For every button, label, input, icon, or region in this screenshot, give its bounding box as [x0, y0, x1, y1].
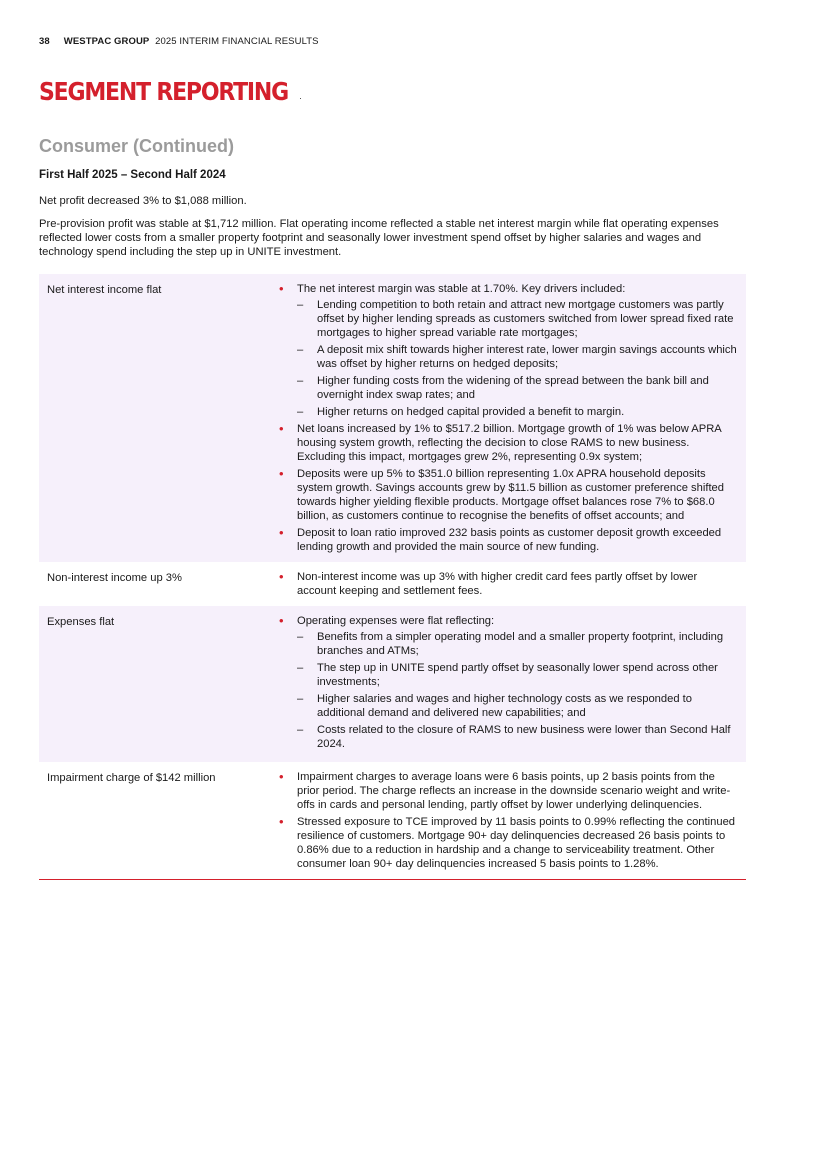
sub-bullet-item: – The step up in UNITE spend partly offset by seasonally lower spend across other investments;	[297, 661, 738, 689]
page-header	[39, 36, 319, 47]
table-row	[39, 606, 746, 762]
sub-bullet-list	[297, 630, 738, 751]
sub-bullet-item: – Benefits from a simpler operating model and a smaller property footprint, including branches and ATMs;	[297, 630, 738, 658]
row-content	[257, 274, 746, 562]
sub-bullet-list	[297, 298, 738, 419]
bullet-text: The net interest margin was stable at 1.70%. Key drivers included:	[297, 283, 626, 295]
page-title: SEGMENT REPORTING	[39, 78, 288, 107]
bullet-list	[279, 570, 738, 598]
sub-bullet-item: – Higher returns on hedged capital provided a benefit to margin.	[297, 405, 738, 419]
report-name: 2025 INTERIM FINANCIAL RESULTS	[155, 36, 319, 47]
sub-bullet-item: – Costs related to the closure of RAMS to new business were lower than Second Half 2024.	[297, 723, 738, 751]
row-label: Expenses flat	[47, 616, 115, 628]
summary-paragraph-pre-provision: Pre-provision profit was stable at $1,712 million. Flat operating income reflected a stable net interest margin while flat operating expenses reflected lower costs from a smaller property footprint and seasonally lower investment spend offset by higher salaries and wages and technology spend including the step up in UNITE investment.	[39, 218, 719, 258]
bullet-text: Operating expenses were flat reflecting:	[297, 615, 495, 627]
bullet-list	[279, 282, 738, 554]
table-row	[39, 762, 746, 879]
table-row	[39, 274, 746, 562]
bullet-item: • Stressed exposure to TCE improved by 11 basis points to 0.99% reflecting the continued resilience of customers. Mortgage 90+ day delinquencies decreased 26 basis points to 0.86% due to a reduction in hardship and a change to serviceability treatment. Other consumer loan 90+ day delinquencies increased 5 basis points to 1.28%.	[279, 815, 738, 871]
sub-bullet-item: – Lending competition to both retain and attract new mortgage customers was partly offset by higher lending spreads as customers switched from lower spread fixed rate mortgages to higher spread variable rate mortgages;	[297, 298, 738, 340]
row-label: Non-interest income up 3%	[47, 572, 182, 584]
period-heading: First Half 2025 – Second Half 2024	[39, 169, 226, 181]
brand-name: WESTPAC GROUP	[63, 36, 150, 47]
table-row	[39, 562, 746, 606]
bullet-list	[279, 614, 738, 751]
summary-paragraph-net-profit: Net profit decreased 3% to $1,088 million.	[39, 195, 247, 207]
row-content	[257, 562, 746, 606]
bullet-item: • Impairment charges to average loans were 6 basis points, up 2 basis points from the prior period. The charge reflects an increase in the downside scenario weight and write-offs in cards and personal lending, partly offset by lower underlying delinquencies.	[279, 770, 738, 812]
bullet-item	[279, 282, 738, 419]
sub-bullet-item: – Higher funding costs from the widening of the spread between the bank bill and overnight index swap rates; and	[297, 374, 738, 402]
bullet-item: • Net loans increased by 1% to $517.2 billion. Mortgage growth of 1% was below APRA housing system growth, reflecting the decision to close RAMS to new business. Excluding this impact, mortgages grew 2%, representing 0.9x system;	[279, 422, 738, 464]
bullet-item	[279, 614, 738, 751]
section-subtitle: Consumer (Continued)	[39, 136, 234, 156]
bullet-item: • Non-interest income was up 3% with higher credit card fees partly offset by lower account keeping and settlement fees.	[279, 570, 738, 598]
row-content	[257, 762, 746, 879]
bullet-item: • Deposits were up 5% to $351.0 billion representing 1.0x APRA household deposits system growth. Savings accounts grew by $11.5 billion as customer preference shifted towards higher yielding flexible products. Mortgage offset balances rose 7% to $68.0 billion, as customers continue to recognise the benefits of offset accounts; and	[279, 467, 738, 523]
row-content	[257, 606, 746, 762]
sub-bullet-item: – A deposit mix shift towards higher interest rate, lower margin savings accounts which was offset by higher returns on hedged deposits;	[297, 343, 738, 371]
sub-bullet-item: – Higher salaries and wages and higher technology costs as we responded to additional demand and delivered new capabilities; and	[297, 692, 738, 720]
row-label: Net interest income flat	[47, 284, 162, 296]
page-number: 38	[39, 36, 50, 47]
driver-table	[39, 274, 746, 880]
bullet-list	[279, 770, 738, 871]
bullet-item: • Deposit to loan ratio improved 232 basis points as customer deposit growth exceeded lending growth and provided the main source of new funding.	[279, 526, 738, 554]
stray-dot	[300, 98, 301, 99]
row-label: Impairment charge of $142 million	[47, 772, 216, 784]
